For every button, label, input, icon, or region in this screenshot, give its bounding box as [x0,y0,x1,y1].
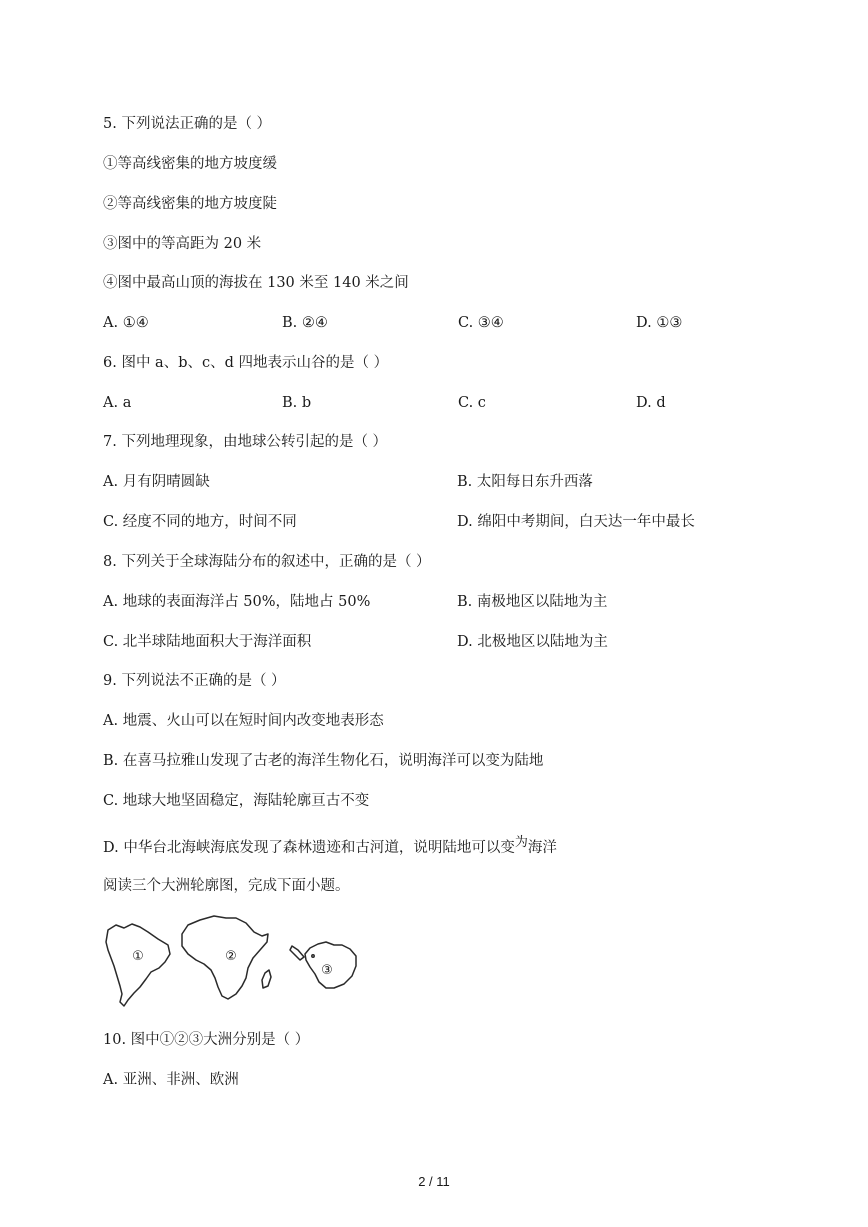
question-8-option-a: A. 地球的表面海洋占 50%，陆地占 50% [103,594,371,610]
continent-label-2: ② [225,949,237,964]
peninsula-outline [290,946,304,960]
question-8-stem: 8. 下列关于全球海陆分布的叙述中，正确的是（ ） [103,554,431,570]
question-5-statement-1: ①等高线密集的地方坡度缓 [103,156,277,172]
question-6-option-a: A. a [103,395,132,411]
reading-intro: 阅读三个大洲轮廓图，完成下面小题。 [103,878,350,894]
question-5-stem: 5. 下列说法正确的是（ ） [103,116,272,132]
question-9-option-d-main: D. 中华台北海峡海底发现了森林遗迹和古河道，说明陆地可以变 [103,840,515,856]
continent-outline-1 [106,924,170,1006]
question-7-option-a: A. 月有阴晴圆缺 [103,474,210,490]
continent-outlines-figure [102,912,364,1012]
question-5-statement-4: ④图中最高山顶的海拔在 130 米至 140 米之间 [103,275,409,291]
question-10-stem: 10. 图中①②③大洲分别是（ ） [103,1032,310,1048]
question-9-option-c: C. 地球大地坚固稳定，海陆轮廓亘古不变 [103,793,370,809]
question-5-option-d: D. ①③ [636,315,683,331]
question-7-option-c: C. 经度不同的地方，时间不同 [103,514,297,530]
island-dot [312,955,314,957]
question-9-option-d-tail: 海洋 [527,840,557,856]
question-7-stem: 7. 下列地理现象，由地球公转引起的是（ ） [103,434,388,450]
question-5-statement-3: ③图中的等高距为 20 米 [103,236,262,252]
question-8-option-b: B. 南极地区以陆地为主 [457,594,608,610]
question-7-option-b: B. 太阳每日东升西落 [457,474,593,490]
question-6-stem: 6. 图中 a、b、c、d 四地表示山谷的是（ ） [103,355,389,371]
island-outline [262,970,271,988]
question-9-option-d-raised-char: 为 [514,835,528,850]
question-5-option-c: C. ③④ [458,315,504,331]
question-7-option-d: D. 绵阳中考期间，白天达一年中最长 [457,514,695,530]
question-6-option-c: C. c [458,395,486,411]
question-5-option-b: B. ②④ [282,315,328,331]
continent-label-3: ③ [321,963,333,978]
question-8-option-c: C. 北半球陆地面积大于海洋面积 [103,634,312,650]
question-6-option-d: D. d [636,395,666,411]
question-9-option-b: B. 在喜马拉雅山发现了古老的海洋生物化石，说明海洋可以变为陆地 [103,753,544,769]
page-number: 2 / 11 [418,1174,450,1189]
question-9-option-d [103,835,557,859]
question-9-option-a: A. 地震、火山可以在短时间内改变地表形态 [103,713,384,729]
question-8-option-d: D. 北极地区以陆地为主 [457,634,608,650]
question-10-option-a: A. 亚洲、非洲、欧洲 [103,1072,239,1088]
continent-label-1: ① [132,949,144,964]
question-6-option-b: B. b [282,395,312,411]
question-9-stem: 9. 下列说法不正确的是（ ） [103,673,286,689]
question-5-statement-2: ②等高线密集的地方坡度陡 [103,196,277,212]
question-5-option-a: A. ①④ [103,315,149,331]
